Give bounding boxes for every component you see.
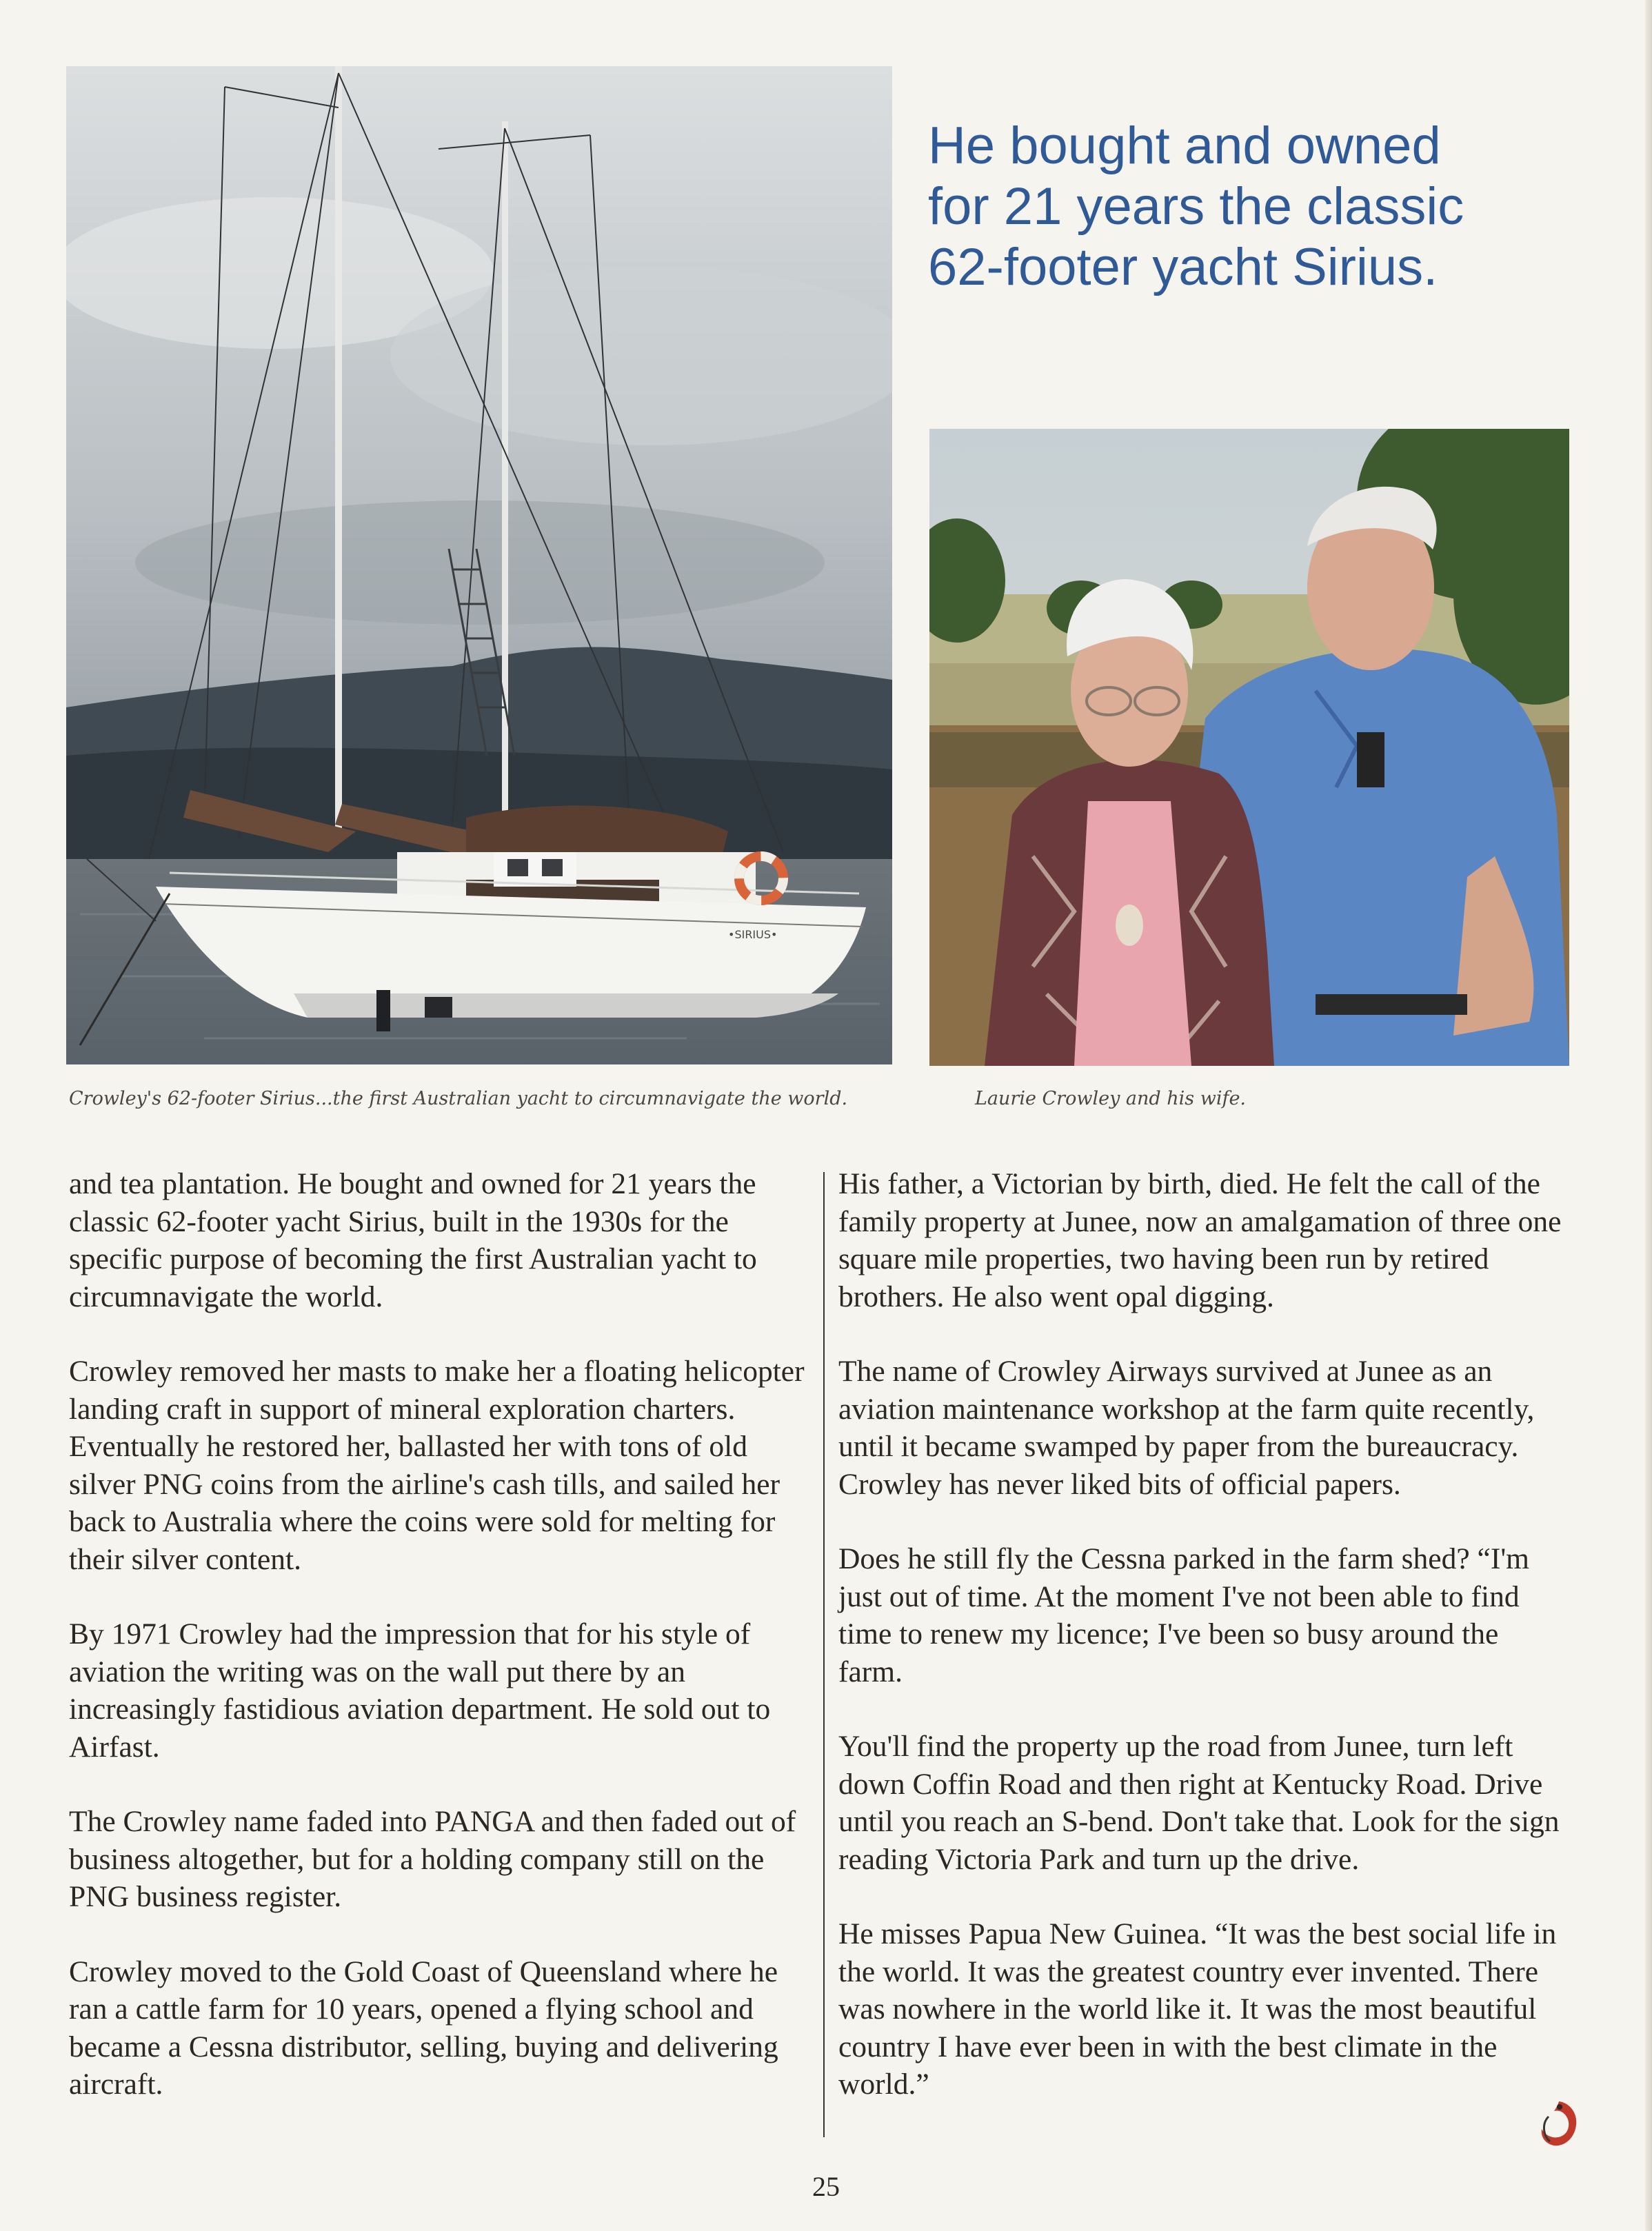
- yacht-photo-caption: Crowley's 62-footer Sirius...the first Australian yacht to circumnavigate the world.: [69, 1088, 848, 1109]
- paragraph: He misses Papua New Guinea. “It was the best social life in the world. It was the greatest country ever invented. There was nowhere in the world like it. It was the most beautiful country I have ever been in with the best climate in the world.”: [838, 1917, 1557, 2101]
- page-number: 25: [812, 2171, 840, 2202]
- column-divider: [823, 1172, 825, 2137]
- left-article-column: [69, 1165, 814, 2141]
- paragraph: Crowley moved to the Gold Coast of Queensland where he ran a cattle farm for 10 years, opened a flying school and became a Cessna distributor, selling, buying and delivering aircraft.: [69, 1955, 778, 2101]
- paragraph: You'll find the property up the road from Junee, turn left down Coffin Road and then right at Kentucky Road. Drive until you reach an S-bend. Don't take that. Look for the sign reading Victoria Park and turn up the drive.: [838, 1730, 1560, 1876]
- page-edge: [1645, 0, 1652, 2231]
- paragraph: Does he still fly the Cessna parked in the farm shed? “I'm just out of time. At the moment I've not been able to find time to renew my licence; I've been so busy around the farm.: [838, 1542, 1530, 1688]
- couple-photo-caption: Laurie Crowley and his wife.: [975, 1088, 1247, 1109]
- hull-nameplate: •SIRIUS•: [728, 928, 778, 941]
- couple-photo: [929, 429, 1569, 1066]
- paragraph: and tea plantation. He bought and owned for 21 years the classic 62-footer yacht Sirius, built in the 1930s for the specific purpose of becoming the first Australian yacht to circumnavigate the world.: [69, 1167, 757, 1313]
- paragraph: Crowley removed her masts to make her a floating helicopter landing craft in support of mineral exploration charters. Eventually he restored her, ballasted her with tons of old silver PNG coins from the airline's cash tills, and sailed her back to Australia where the coins were sold for melting for their silver content.: [69, 1355, 805, 1576]
- pull-quote: He bought and owned for 21 years the classic 62-footer yacht Sirius.: [928, 117, 1464, 296]
- paragraph: The Crowley name faded into PANGA and then faded out of business altogether, but for a holding company still on the PNG business register.: [69, 1805, 796, 1913]
- bird-of-paradise-end-mark-icon: [1535, 2096, 1583, 2151]
- right-article-column: [838, 1165, 1569, 2141]
- paragraph: By 1971 Crowley had the impression that for his style of aviation the writing was on the wall put there by an increasingly fastidious aviation department. He sold out to Airfast.: [69, 1617, 771, 1764]
- yacht-photo: [66, 66, 892, 1064]
- paragraph: The name of Crowley Airways survived at Junee as an aviation maintenance workshop at the farm quite recently, until it became swamped by paper from the bureaucracy. Crowley has never liked bits of official papers.: [838, 1355, 1535, 1501]
- paragraph: His father, a Victorian by birth, died. He felt the call of the family property at Junee, now an amalgamation of three one square mile properties, two having been run by retired brothers. He also went opal digging.: [838, 1167, 1562, 1313]
